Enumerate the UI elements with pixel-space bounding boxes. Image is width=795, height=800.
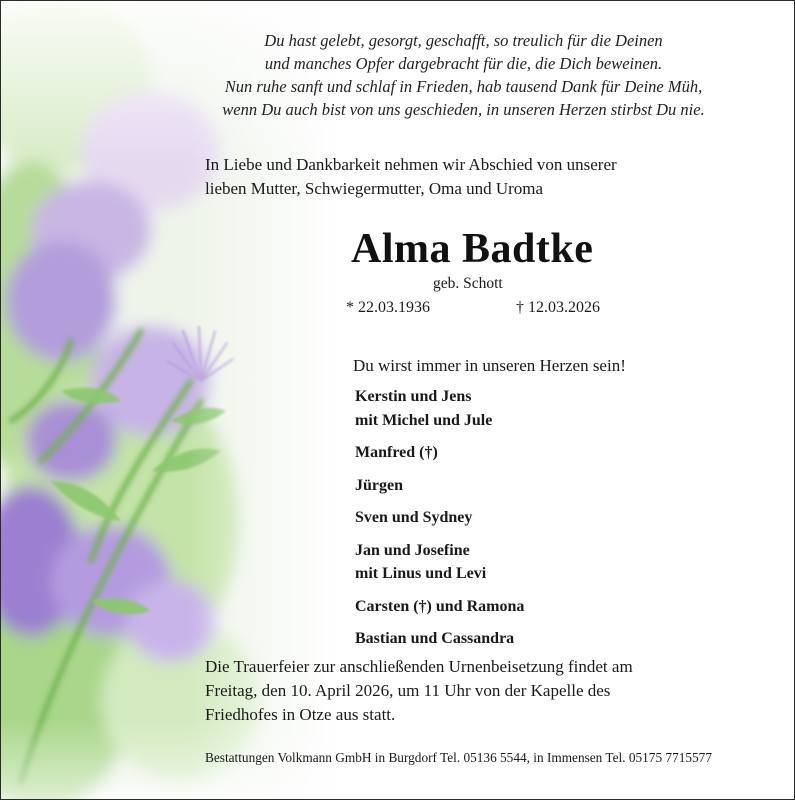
poem-line: Du hast gelebt, gesorgt, geschafft, so treulich für die Deinen: [264, 31, 663, 50]
mourner-entry: [355, 539, 524, 586]
mourner-entry: [355, 627, 524, 651]
funeral-info: [205, 655, 633, 727]
poem: [161, 29, 766, 121]
mourner-entry: [355, 474, 524, 498]
maiden-name: geb. Schott: [433, 275, 503, 292]
deceased-name: Alma Badtke: [351, 226, 594, 272]
intro-text: [205, 153, 617, 201]
mourner-entry: [355, 595, 524, 619]
poem-line: wenn Du auch bist von uns geschieden, in unseren Herzen stirbst Du nie.: [222, 100, 705, 119]
intro-line: lieben Mutter, Schwiegermutter, Oma und Uroma: [205, 179, 544, 198]
mourner-line: mit Michel und Jule: [355, 411, 493, 429]
mourner-line: Bastian und Cassandra: [355, 630, 515, 647]
death-date: † 12.03.2026: [516, 299, 600, 316]
mourner-entry: [355, 385, 524, 432]
mourner-entry: [355, 506, 524, 530]
mourner-line: mit Linus und Levi: [355, 565, 487, 582]
mourner-line: Manfred (†): [355, 444, 438, 461]
mourners-list: [355, 385, 524, 660]
mourner-line: Jürgen: [355, 476, 403, 494]
mourner-line: Kerstin und Jens: [355, 388, 472, 405]
poem-line: Nun ruhe sanft und schlaf in Frieden, hab tausend Dank für Deine Müh,: [224, 77, 703, 96]
mourner-line: Carsten (†) und Ramona: [355, 597, 525, 615]
birth-date: * 22.03.1936: [346, 299, 430, 316]
funeral-line: Die Trauerfeier zur anschließenden Urnenbeisetzung findet am: [205, 657, 633, 676]
motto: Du wirst immer in unseren Herzen sein!: [353, 356, 626, 375]
funeral-line: Freitag, den 10. April 2026, um 11 Uhr von der Kapelle des: [205, 681, 611, 700]
intro-line: In Liebe und Dankbarkeit nehmen wir Abschied von unserer: [205, 155, 617, 174]
mourner-line: Sven und Sydney: [355, 509, 473, 526]
funeral-line: Friedhofes in Otze aus statt.: [205, 705, 396, 724]
mourner-entry: [355, 441, 524, 465]
poem-line: und manches Opfer dargebracht für die, die Dich beweinen.: [264, 54, 663, 73]
undertaker-info: Bestattungen Volkmann GmbH in Burgdorf Tel. 05136 5544, in Immensen Tel. 05175 7715577: [205, 750, 712, 765]
mourner-line: Jan und Josefine: [355, 541, 470, 559]
